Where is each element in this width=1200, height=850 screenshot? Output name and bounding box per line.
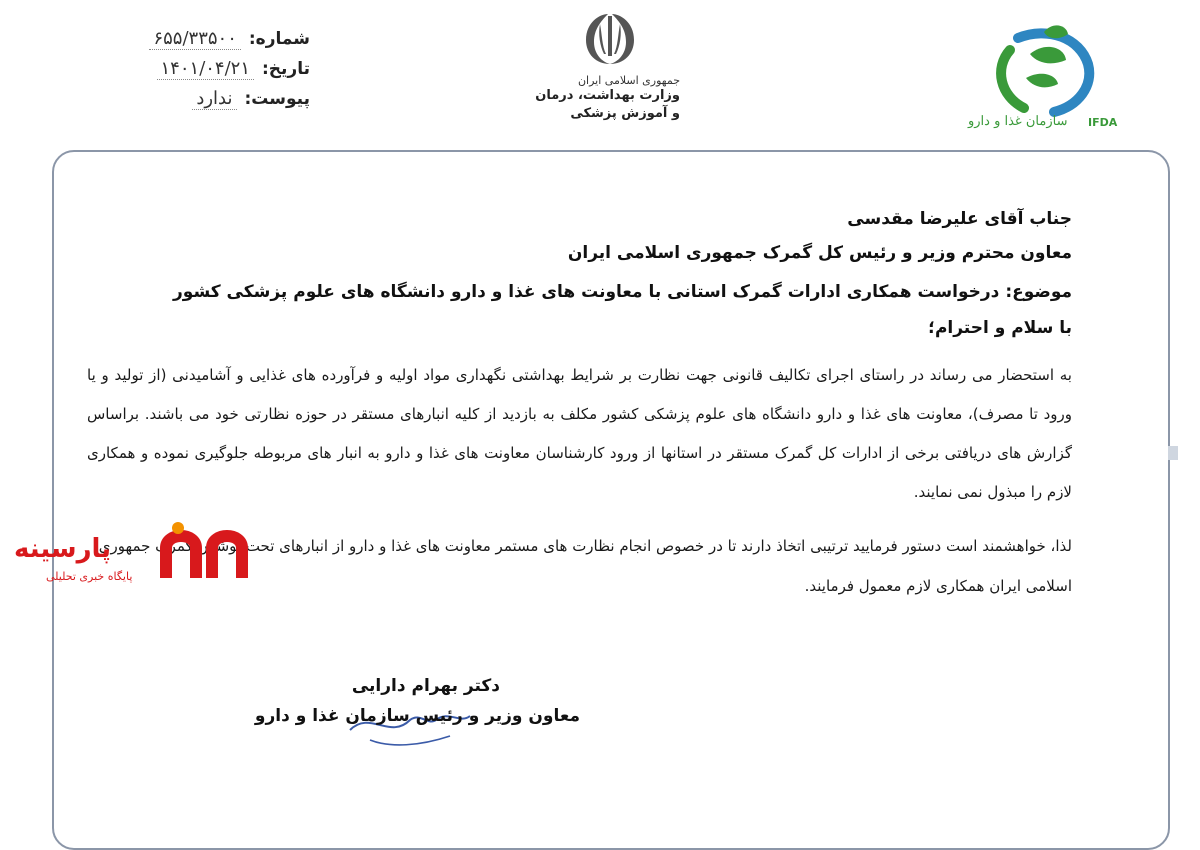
ifda-logo bbox=[948, 20, 1138, 140]
ministry-name bbox=[530, 74, 680, 123]
date-label: تاریخ: bbox=[262, 59, 310, 79]
parsine-logo-icon bbox=[156, 518, 266, 588]
attachment-value: ندارد bbox=[192, 88, 236, 110]
ifda-logo-icon bbox=[948, 20, 1138, 120]
addressee-block bbox=[172, 202, 1072, 270]
signatory-name: دکتر بهرام دارایی bbox=[351, 676, 500, 696]
watermark-brand: پارسینه bbox=[14, 534, 112, 564]
request-paragraph: لذا، خواهشمند است دستور فرمایید ترتیبی اتخاذ دارند تا در خصوص انجام نظارت های مستمر معاونت های غذا و دارو از انبارهای تحت پوشش گمرک جمهوری اسلامی ایران همکاری لازم معمول فرمایند. bbox=[98, 537, 1072, 595]
letter-subject: موضوع: درخواست همکاری ادارات گمرک استانی با معاونت های غذا و دارو دانشگاه های علوم پزشکی کشور bbox=[173, 282, 1072, 302]
attachment-row bbox=[120, 88, 310, 118]
iran-emblem-icon bbox=[580, 10, 640, 68]
ministry-header bbox=[520, 10, 700, 123]
ministry-line-2: و آموزش پزشکی bbox=[570, 106, 680, 121]
number-row bbox=[120, 28, 310, 58]
attachment-label: پیوست: bbox=[244, 89, 310, 109]
signatory-title: معاون وزیر و رئیس سازمان غذا و دارو bbox=[254, 706, 580, 726]
org-caption: سازمان غذا و دارو bbox=[968, 114, 1068, 129]
salutation: با سلام و احترام؛ bbox=[928, 318, 1072, 338]
republic-label: جمهوری اسلامی ایران bbox=[577, 74, 680, 87]
letter-meta bbox=[120, 28, 310, 118]
org-abbr: IFDA bbox=[1088, 116, 1118, 129]
date-row bbox=[120, 58, 310, 88]
edge-mark bbox=[1168, 446, 1178, 460]
number-label: شماره: bbox=[248, 29, 310, 49]
body-paragraph: به استحضار می رساند در راستای اجرای تکالیف قانونی جهت نظارت بر شرایط بهداشتی نگهداری مواد اولیه و فرآورده های غذایی و آشامیدنی (از تولید و یا ورود تا مصرف)، معاونت های غذا و دارو دانشگاه های علوم پزشکی کشور مکلف به بازدید از کلیه انبارهای مستقر در حوزه نظارتی خود می باشند. براساس گزارش های دریافتی برخی از ادارات کل گمرک مستقر در استانها از ورود کارشناسان معاونت های غذا و دارو به انبار های مربوطه جلوگیری نموده و همکاری لازم را مبذول نمی نمایند. bbox=[87, 366, 1072, 501]
recipient-name: جناب آقای علیرضا مقدسی bbox=[847, 209, 1072, 229]
ministry-line-1: وزارت بهداشت، درمان bbox=[535, 88, 680, 103]
parsine-watermark bbox=[6, 510, 266, 590]
date-value: ۱۴۰۱/۰۴/۲۱ bbox=[157, 58, 254, 80]
number-value: ۶۵۵/۳۳۵۰۰ bbox=[149, 28, 240, 50]
watermark-tagline: پایگاه خبری تحلیلی bbox=[46, 570, 133, 583]
recipient-title: معاون محترم وزیر و رئیس کل گمرک جمهوری اسلامی ایران bbox=[567, 243, 1072, 263]
